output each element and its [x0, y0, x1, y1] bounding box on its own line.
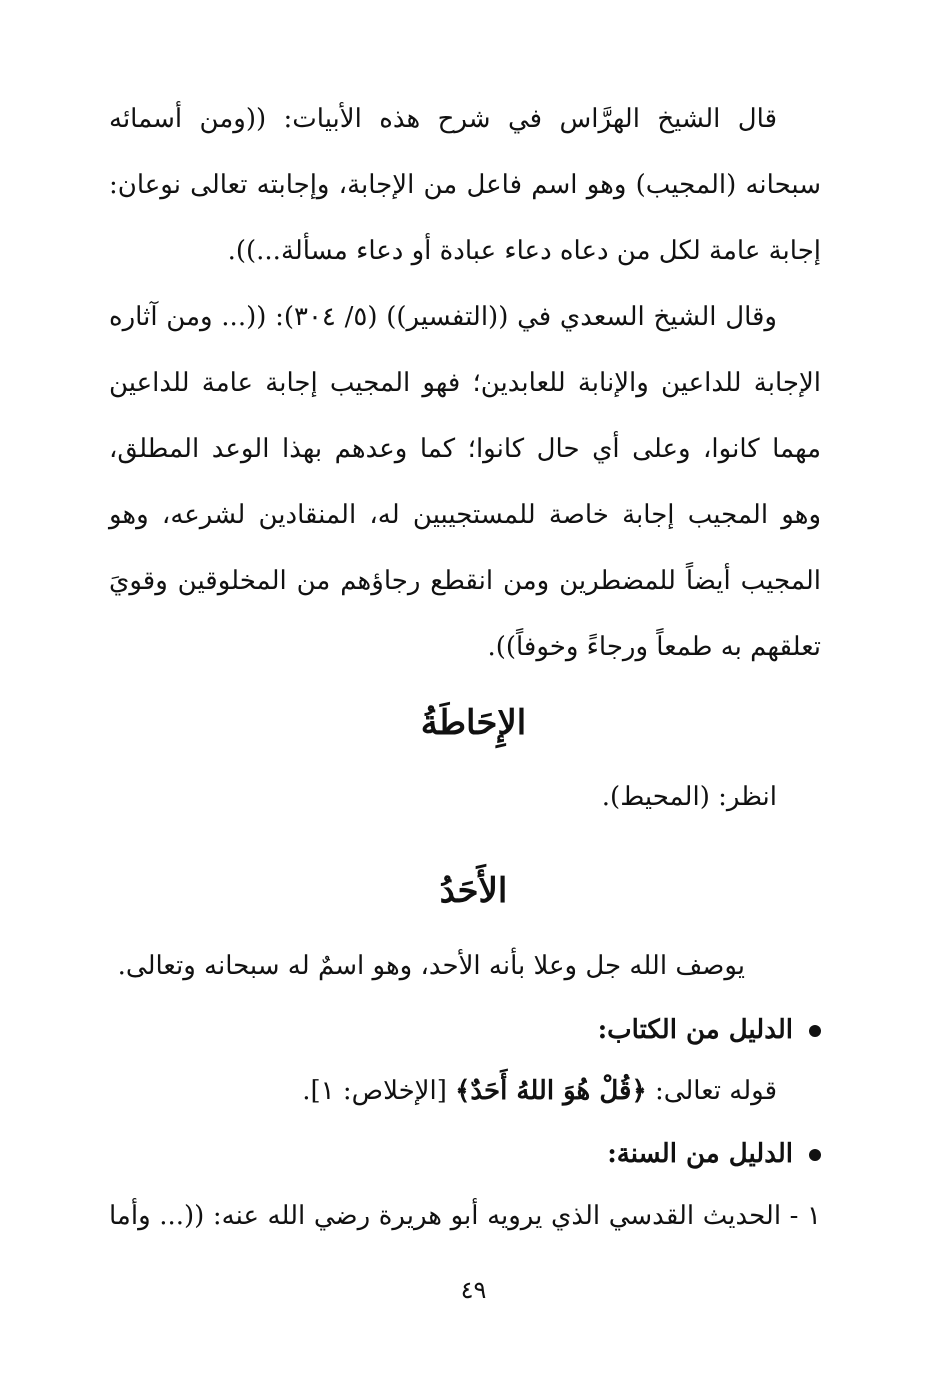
paragraph-harras: قال الشيخ الهرَّاس في شرح هذه الأبيات: ((ومن أسمائه سبحانه (المجيب) وهو اسم فاعل من الإجابة، وإجابته تعالى نوعان: إجابة عامة لكل من دعاه دعاء عبادة أو دعاء مسألة...)). [109, 104, 821, 266]
bullet-evidence-sunnah [607, 1134, 821, 1174]
verse-prefix: قوله تعالى: [654, 1076, 777, 1106]
hadith-line: ١ - الحديث القدسي الذي يرويه أبو هريرة رضي الله عنه: ((... وأما [109, 1201, 821, 1231]
bullet-dot-icon [809, 1149, 821, 1161]
bullet-label: الدليل من الكتاب: [597, 1015, 793, 1045]
section-title-ahad: الأَحَدُ [439, 871, 508, 911]
section-title-ihata: الإِحَاطَةُ [420, 703, 527, 743]
verse-open-bracket: ﴿ [631, 1076, 647, 1106]
paragraph-saadi: وقال الشيخ السعدي في ((التفسير)) (٥/ ٣٠٤): ((... ومن آثاره الإجابة للداعين والإنابة للعابدين؛ فهو المجيب إجابة عامة للداعين مهما كانوا، وعلى أي حال كانوا؛ كما وعدهم بهذا الوعد المطلق، وهو المجيب إجابة خاصة للمستجيبين له، المنقادين لشرعه، وهو المجيب أيضاً للمضطرين ومن انقطع رجاؤهم من المخلوقين وقويَ تعلقهم به طمعاً ورجاءً وخوفاً)). [109, 302, 821, 662]
body-text [109, 86, 821, 680]
see-also-text: انظر: (المحيط). [601, 782, 777, 812]
verse-reference: [الإخلاص: ١]. [302, 1076, 447, 1106]
page-number: ٤٩ [460, 1276, 487, 1304]
bullet-label: الدليل من السنة: [607, 1139, 793, 1169]
verse-line [302, 1071, 777, 1111]
verse-close-bracket: ﴾ [455, 1076, 471, 1106]
bullet-evidence-quran [598, 1010, 821, 1050]
verse-text: قُلْ هُوَ اللهُ أَحَدٌ [470, 1076, 632, 1106]
bullet-dot-icon [809, 1025, 821, 1037]
intro-text: يوصف الله جل وعلا بأنه الأحد، وهو اسمٌ له سبحانه وتعالى. [117, 951, 745, 981]
